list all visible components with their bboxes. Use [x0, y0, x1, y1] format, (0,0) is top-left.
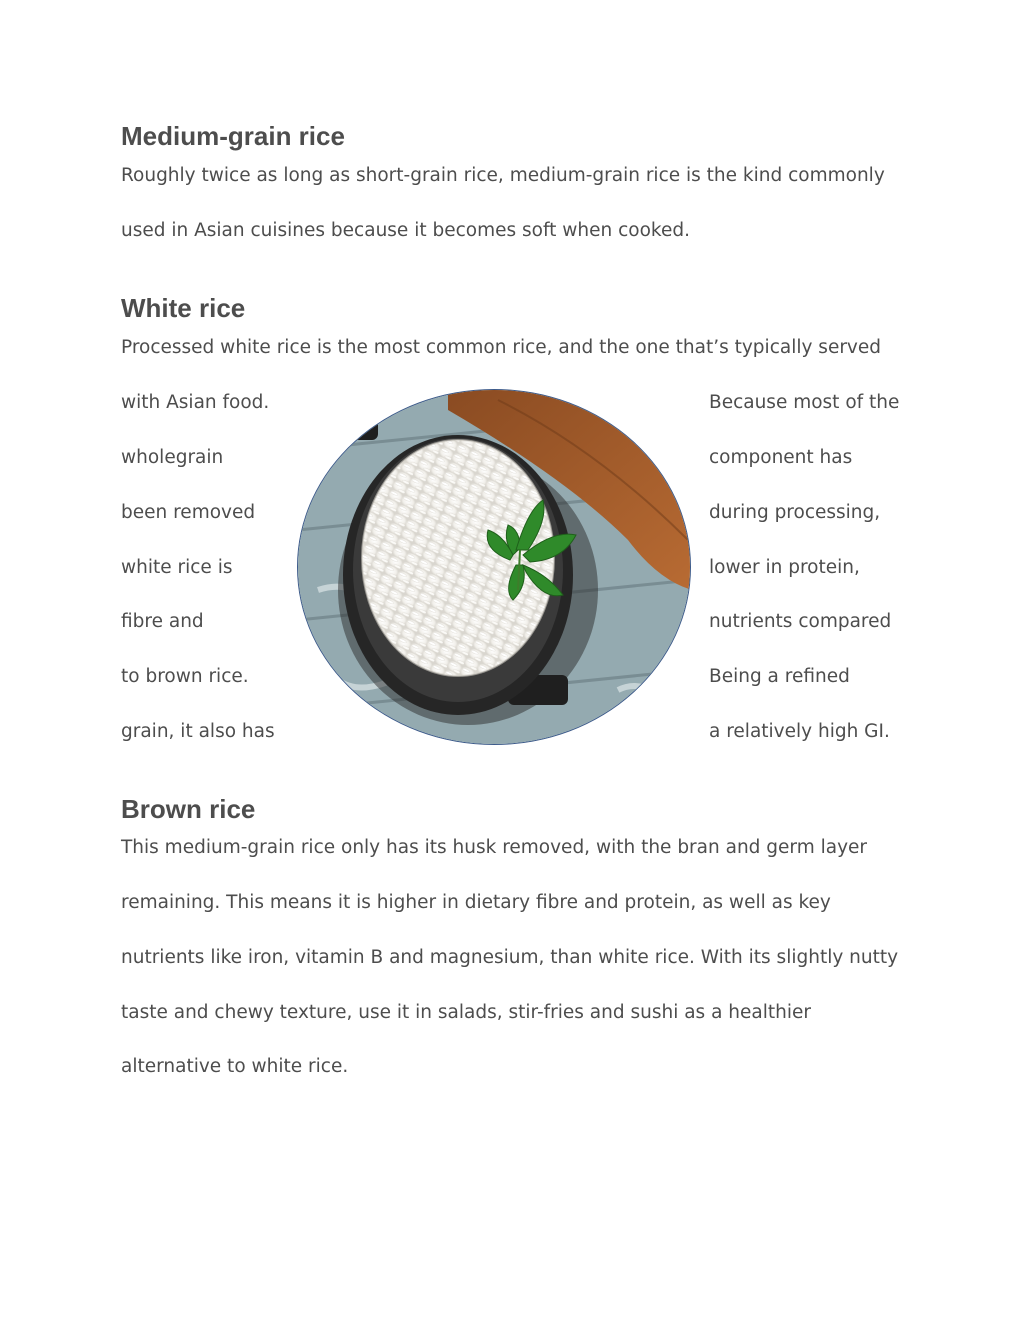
wrap-left-line: to brown rice.	[121, 666, 249, 687]
wrap-left-line: been removed	[121, 502, 256, 523]
wrap-right-line: Because most of the	[709, 392, 900, 413]
body-line: nutrients like iron, vitamin B and magnesium, than white rice. With its slightly nutty	[121, 947, 899, 968]
wrap-left-line: grain, it also has	[121, 721, 275, 742]
wrap-left-line: wholegrain	[121, 447, 224, 468]
body-line: used in Asian cuisines because it becomes soft when cooked.	[121, 220, 690, 241]
rice-bowl-image	[297, 389, 691, 745]
wrap-left-line: white rice is	[121, 557, 233, 578]
wrap-right-line: lower in protein,	[709, 557, 860, 578]
wrap-right-line: Being a refined	[709, 666, 850, 687]
wrap-right-line: a relatively high GI.	[709, 721, 890, 742]
rice-bowl-illustration	[298, 390, 691, 745]
heading-white-rice: White rice	[121, 293, 246, 323]
body-line: taste and chewy texture, use it in salads, stir-fries and sushi as a healthier	[121, 1002, 811, 1023]
wrap-right-line: during processing,	[709, 502, 881, 523]
body-line: Roughly twice as long as short-grain rice, medium-grain rice is the kind commonly	[121, 165, 885, 186]
heading-medium-grain-rice: Medium-grain rice	[121, 121, 345, 151]
wrap-right-line: nutrients compared	[709, 611, 892, 632]
body-line: This medium-grain rice only has its husk removed, with the bran and germ layer	[121, 837, 868, 858]
wrap-left-line: with Asian food.	[121, 392, 270, 413]
wrap-right-line: component has	[709, 447, 853, 468]
body-line: Processed white rice is the most common rice, and the one that’s typically served	[121, 337, 882, 358]
body-line: alternative to white rice.	[121, 1056, 349, 1077]
heading-brown-rice: Brown rice	[121, 794, 256, 824]
body-line: remaining. This means it is higher in dietary fibre and protein, as well as key	[121, 892, 831, 913]
wrap-left-line: fibre and	[121, 611, 204, 632]
